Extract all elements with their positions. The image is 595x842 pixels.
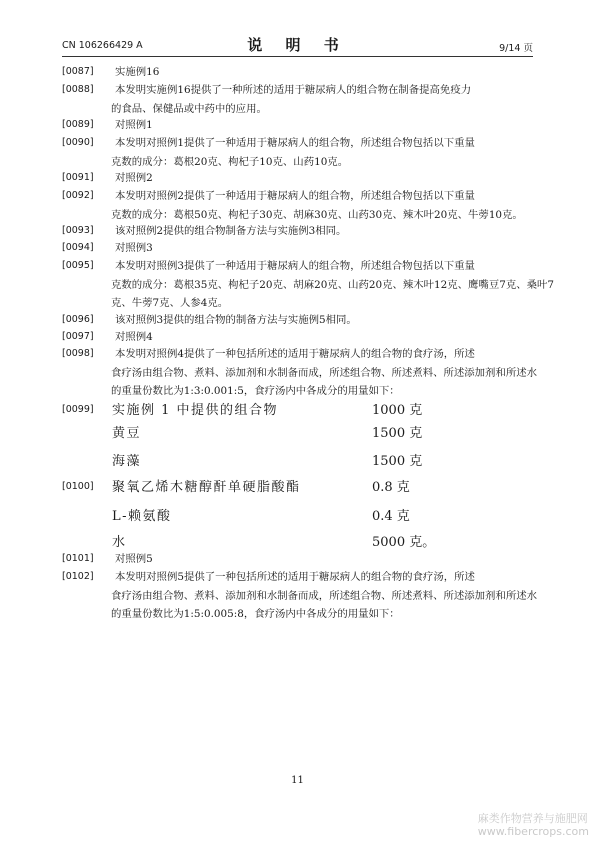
ingredient-name: 实施例 1 中提供的组合物 [112, 403, 279, 418]
paragraph-line: 食疗汤由组合物、煮料、添加剂和水制备而成，所述组合物、所述煮料、所述添加剂和所述水 [111, 366, 538, 379]
paragraph-number: [0096] [62, 314, 94, 325]
page-header [62, 32, 533, 54]
paragraph-line: 的食品、保健品或中药中的应用。 [111, 102, 267, 115]
ingredient-name: 黄豆 [112, 426, 142, 441]
paragraph-number: [0095] [62, 260, 94, 271]
paragraph-line: 对照例4 [115, 331, 153, 343]
paragraph-line: 克数的成分：葛根50克、枸杞子30克、胡麻30克、山药30克、辣木叶20克、牛蒡10克。 [111, 208, 523, 221]
paragraph-number: [0088] [62, 84, 94, 95]
ingredient-amount: 1500 克 [372, 454, 423, 469]
paragraph-line: 本发明对照例2提供了一种适用于糖尿病人的组合物，所述组合物包括以下重量 [115, 190, 475, 202]
paragraph-number: [0091] [62, 172, 94, 183]
paragraph-number: [0089] [62, 119, 94, 130]
paragraph-line: 本发明对照例1提供了一种适用于糖尿病人的组合物，所述组合物包括以下重量 [115, 137, 475, 149]
patent-number: CN 106266429 A [62, 40, 143, 51]
paragraph-line: 本发明对照例5提供了一种包括所述的适用于糖尿病人的组合物的食疗汤，所述 [115, 571, 475, 583]
ingredient-name: L-赖氨酸 [112, 509, 172, 524]
paragraph-line: 克数的成分：葛根35克、枸杞子20克、胡麻20克、山药20克、辣木叶12克、鹰嘴豆7克、桑叶7 [111, 278, 554, 291]
paragraph-line: 本发明对照例4提供了一种包括所述的适用于糖尿病人的组合物的食疗汤，所述 [115, 348, 475, 360]
ingredient-amount: 0.4 克 [372, 509, 410, 524]
page-number: 11 [291, 775, 304, 786]
paragraph-number: [0099] [62, 404, 94, 415]
ingredient-name: 海藻 [112, 454, 142, 469]
paragraph-number: [0100] [62, 481, 94, 492]
watermark [478, 812, 589, 838]
ingredient-amount: 1000 克 [372, 403, 423, 418]
paragraph-line: 本发明实施例16提供了一种所述的适用于糖尿病人的组合物在制备提高免疫力 [115, 84, 472, 96]
paragraph-line: 对照例1 [115, 119, 153, 131]
paragraph-line: 克数的成分：葛根20克、枸杞子10克、山药10克。 [111, 155, 349, 168]
paragraph-number: [0097] [62, 331, 94, 342]
watermark-url: www.fibercrops.com [477, 825, 589, 838]
page-info: 9/14 页 [499, 43, 533, 54]
paragraph-line: 的重量份数比为1:5:0.005:8，食疗汤内中各成分的用量如下： [111, 608, 400, 621]
paragraph-number: [0101] [62, 553, 94, 564]
paragraph-line: 实施例16 [115, 66, 160, 78]
paragraph-line: 的重量份数比为1:3:0.001:5，食疗汤内中各成分的用量如下： [111, 385, 400, 398]
paragraph-line: 对照例2 [115, 172, 153, 184]
paragraph-line: 对照例5 [115, 553, 153, 565]
paragraph-line: 克、牛蒡7克、人参4克。 [111, 297, 229, 310]
paragraph-line: 对照例3 [115, 242, 153, 254]
ingredient-amount: 5000 克。 [372, 535, 436, 550]
paragraph-line: 本发明对照例3提供了一种适用于糖尿病人的组合物，所述组合物包括以下重量 [115, 260, 475, 272]
paragraph-line: 该对照例3提供的组合物的制备方法与实施例5相同。 [115, 314, 357, 326]
paragraph-number: [0094] [62, 242, 94, 253]
paragraph-number: [0093] [62, 225, 94, 236]
ingredient-amount: 0.8 克 [372, 480, 410, 495]
paragraph-number: [0102] [62, 571, 94, 582]
header-rule [62, 56, 533, 57]
paragraph-number: [0090] [62, 137, 94, 148]
ingredient-amount: 1500 克 [372, 426, 423, 441]
paragraph-number: [0098] [62, 348, 94, 359]
paragraph-number: [0092] [62, 190, 94, 201]
ingredient-name: 聚氧乙烯木糖醇酐单硬脂酸酯 [112, 480, 301, 495]
paragraph-line: 食疗汤由组合物、煮料、添加剂和水制备而成，所述组合物、所述煮料、所述添加剂和所述水 [111, 589, 538, 602]
paragraph-number: [0087] [62, 66, 94, 77]
watermark-title: 麻类作物营养与施肥网 [477, 812, 588, 825]
paragraph-line: 该对照例2提供的组合物制备方法与实施例3相同。 [115, 225, 347, 237]
ingredient-name: 水 [112, 535, 127, 550]
page-title: 说 明 书 [247, 36, 348, 54]
